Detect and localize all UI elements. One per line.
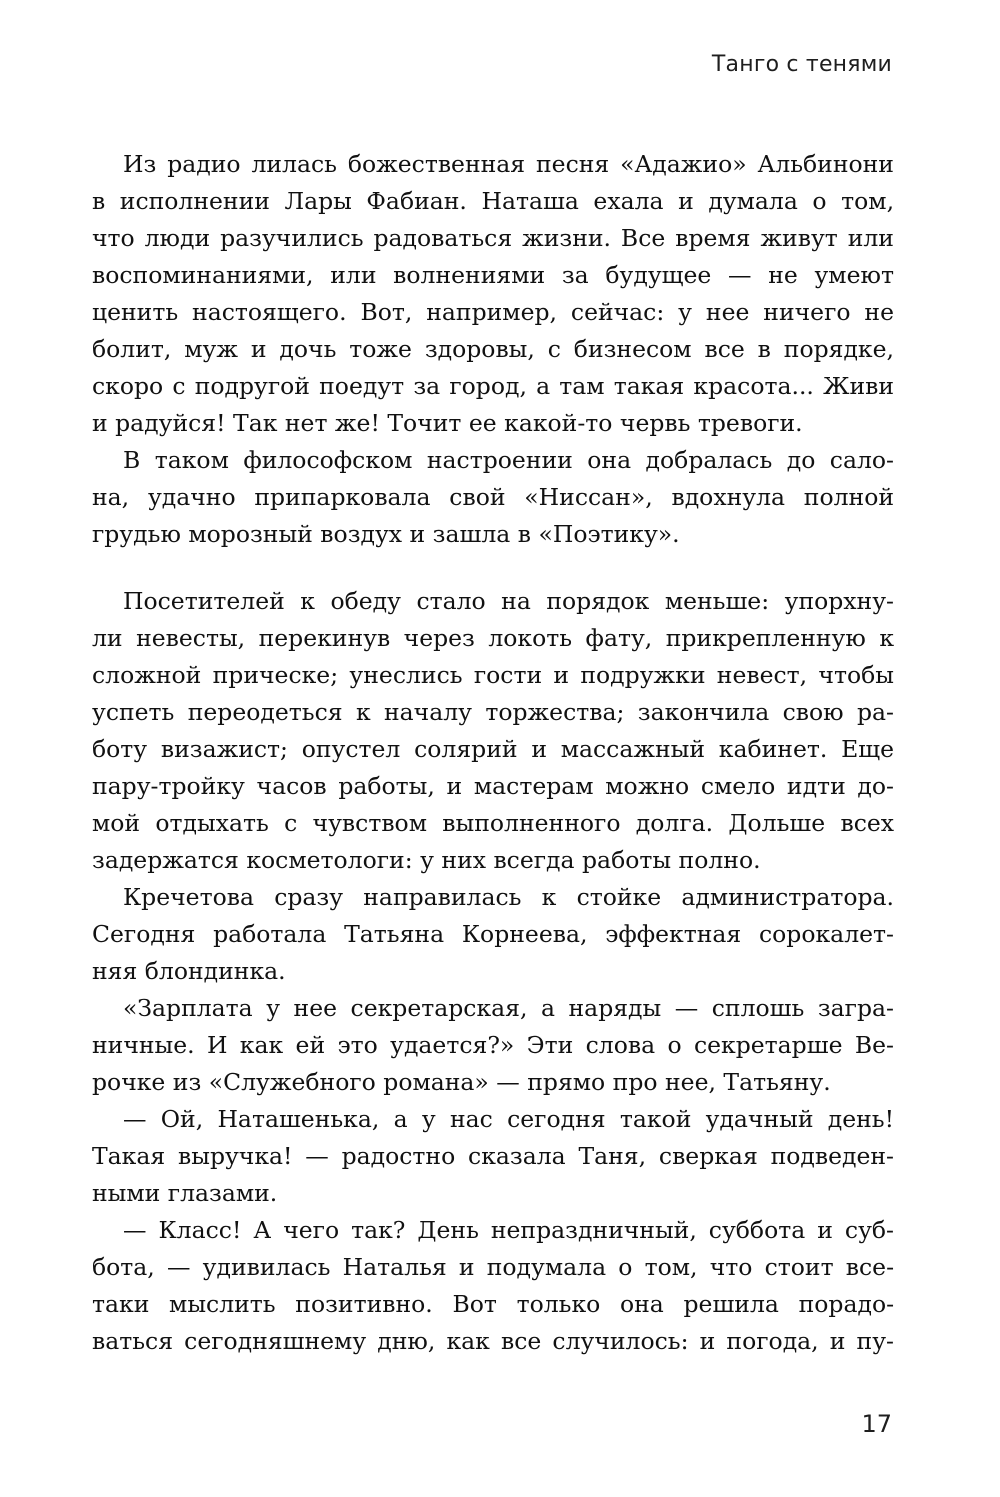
text-line: мой отдыхать с чувством выполненного долга. Дольше всех bbox=[92, 809, 895, 837]
text-line: ценить настоящего. Вот, например, сейчас: у нее ничего не bbox=[92, 298, 895, 326]
text-line: Такая выручка! — радостно сказала Таня, сверкая подведен- bbox=[92, 1142, 894, 1170]
text-line: задержатся косметологи: у них всегда работы полно. bbox=[92, 846, 761, 874]
text-line: рочке из «Служебного романа» — прямо про нее, Татьяну. bbox=[92, 1068, 831, 1096]
text-line: в исполнении Лары Фабиан. Наташа ехала и думала о том, bbox=[92, 187, 895, 215]
paragraph bbox=[92, 442, 894, 553]
text-line: грудью морозный воздух и зашла в «Поэтику». bbox=[92, 520, 680, 548]
text-line: таки мыслить позитивно. Вот только она решила порадо- bbox=[92, 1290, 895, 1318]
text-line: воспоминаниями, или волнениями за будущее — не умеют bbox=[92, 261, 894, 289]
text-line: и радуйся! Так нет же! Точит ее какой-то червь тревоги. bbox=[92, 409, 803, 437]
paragraph bbox=[92, 990, 894, 1101]
text-line: боту визажист; опустел солярий и массажный кабинет. Еще bbox=[92, 735, 894, 763]
text-block-bottom bbox=[92, 583, 894, 1360]
paragraph bbox=[92, 1212, 894, 1360]
page-number: 17 bbox=[861, 1410, 892, 1438]
text-block-top bbox=[92, 146, 894, 553]
text-line: ничные. И как ей это удается?» Эти слова о секретарше Ве- bbox=[92, 1031, 894, 1059]
text-line: ли невесты, перекинув через локоть фату, прикрепленную к bbox=[92, 624, 895, 652]
text-line: «Зарплата у нее секретарская, а наряды — сплошь загра- bbox=[123, 994, 894, 1022]
paragraph bbox=[92, 583, 894, 879]
text-line: няя блондинка. bbox=[92, 957, 286, 985]
text-line: ваться сегодняшнему дню, как все случилось: и погода, и пу- bbox=[92, 1327, 894, 1355]
text-line: — Класс! А чего так? День непраздничный, суббота и суб- bbox=[123, 1216, 894, 1244]
paragraph bbox=[92, 1101, 894, 1212]
text-line: бота, — удивилась Наталья и подумала о том, что стоит все- bbox=[92, 1253, 895, 1281]
text-line: Из радио лилась божественная песня «Адажио» Альбинони bbox=[123, 150, 894, 178]
paragraph bbox=[92, 146, 894, 442]
text-line: — Ой, Наташенька, а у нас сегодня такой удачный день! bbox=[123, 1105, 895, 1133]
text-line: ными глазами. bbox=[92, 1179, 278, 1207]
running-title: Танго с тенями bbox=[711, 52, 892, 77]
text-line: В таком философском настроении она добралась до сало- bbox=[123, 446, 894, 474]
text-line: Посетителей к обеду стало на порядок меньше: упорхну- bbox=[123, 587, 894, 615]
text-line: на, удачно припарковала свой «Ниссан», вдохнула полной bbox=[92, 483, 895, 511]
paragraph bbox=[92, 879, 894, 990]
text-line: Сегодня работала Татьяна Корнеева, эффектная сорокалет- bbox=[92, 920, 894, 948]
text-line: успеть переодеться к началу торжества; закончила свою ра- bbox=[92, 698, 894, 726]
text-line: пару-тройку часов работы, и мастерам можно смело идти до- bbox=[92, 772, 894, 800]
text-line: что люди разучились радоваться жизни. Все время живут или bbox=[92, 224, 894, 252]
text-line: Кречетова сразу направилась к стойке администратора. bbox=[123, 883, 894, 911]
text-line: болит, муж и дочь тоже здоровы, с бизнесом все в порядке, bbox=[92, 335, 894, 363]
text-line: сложной прическе; унеслись гости и подружки невест, чтобы bbox=[92, 661, 894, 689]
text-line: скоро с подругой поедут за город, а там такая красота... Живи bbox=[92, 372, 895, 400]
